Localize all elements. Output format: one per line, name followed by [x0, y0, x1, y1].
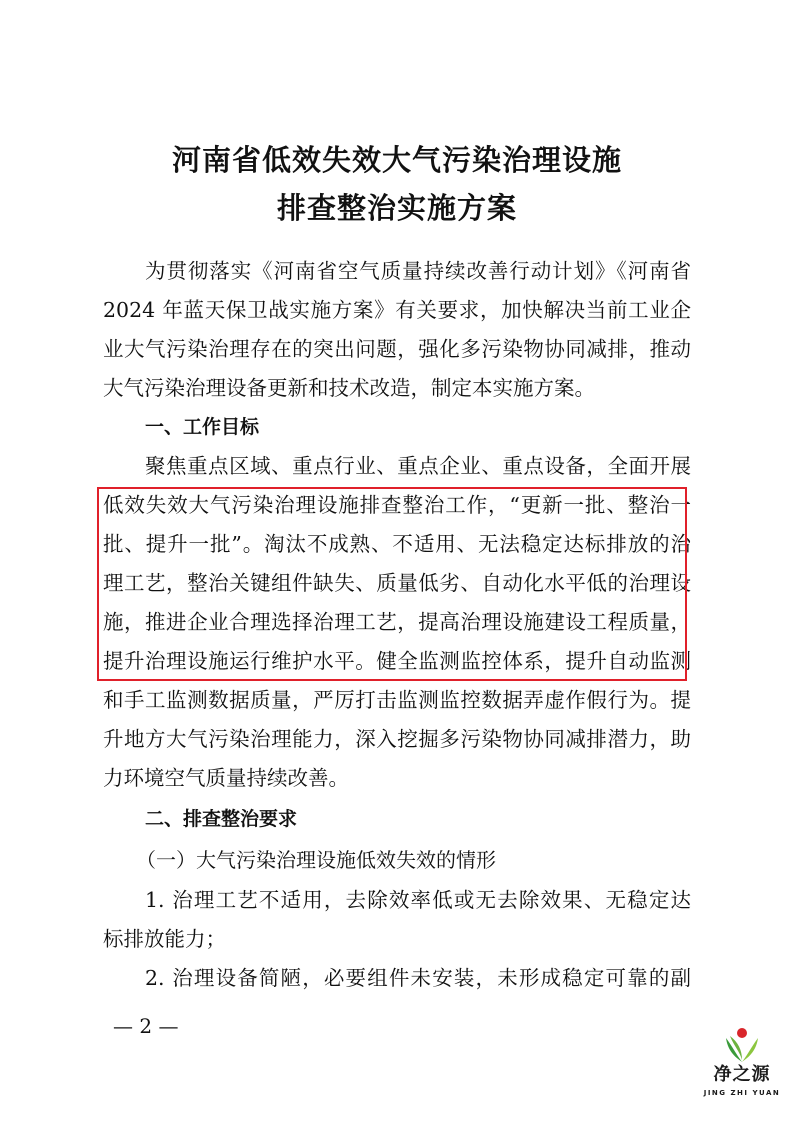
- intro-line: 为贯彻落实《河南省空气质量持续改善行动计划》《河南省: [145, 259, 691, 283]
- section-1-line: 和手工监测数据质量，严厉打击监测监控数据弄虚作假行为。提: [103, 688, 691, 712]
- section-1-line: 力环境空气质量持续改善。: [103, 766, 349, 790]
- intro-line: 大气污染治理设备更新和技术改造，制定本实施方案。: [103, 376, 595, 400]
- page-number: — 2 —: [113, 1014, 179, 1038]
- intro-line: 2024 年蓝天保卫战实施方案》有关要求，加快解决当前工业企: [103, 298, 691, 322]
- section-1-line: 施，推进企业合理选择治理工艺，提高治理设施建设工程质量，: [103, 610, 691, 634]
- section-2-item-line: 标排放能力；: [103, 927, 226, 951]
- section-2-heading: 二、排查整治要求: [145, 808, 298, 830]
- brand-watermark: [700, 1024, 784, 1116]
- brand-name: 净之源: [713, 1064, 771, 1085]
- document-title-line-2: 排查整治实施方案: [276, 191, 517, 225]
- brand-subtitle: JING ZHI YUAN: [703, 1089, 781, 1097]
- section-1-line: 理工艺，整治关键组件缺失、质量低劣、自动化水平低的治理设: [103, 571, 691, 595]
- section-2-item-line: 2. 治理设备简陋，必要组件未安装，未形成稳定可靠的副: [145, 966, 691, 990]
- intro-line: 业大气污染治理存在的突出问题，强化多污染物协同减排，推动: [103, 337, 691, 361]
- leaf-logo-icon: [722, 1024, 762, 1064]
- section-1-line: 提升治理设施运行维护水平。健全监测监控体系，提升自动监测: [103, 649, 691, 673]
- section-1-line: 低效失效大气污染治理设施排查整治工作，“更新一批、整治一: [103, 493, 691, 517]
- section-1-line: 聚焦重点区域、重点行业、重点企业、重点设备，全面开展: [145, 454, 691, 478]
- section-1-line: 批、提升一批”。淘汰不成熟、不适用、无法稳定达标排放的治: [103, 532, 691, 556]
- section-1-heading: 一、工作目标: [145, 416, 260, 438]
- section-2-item-line: 1. 治理工艺不适用，去除效率低或无去除效果、无稳定达: [145, 888, 691, 912]
- section-1-line: 升地方大气污染治理能力，深入挖掘多污染物协同减排潜力，助: [103, 727, 691, 751]
- document-title-line-1: 河南省低效失效大气污染治理设施: [171, 143, 622, 177]
- section-2-subheading: （一）大气污染治理设施低效失效的情形: [136, 848, 496, 872]
